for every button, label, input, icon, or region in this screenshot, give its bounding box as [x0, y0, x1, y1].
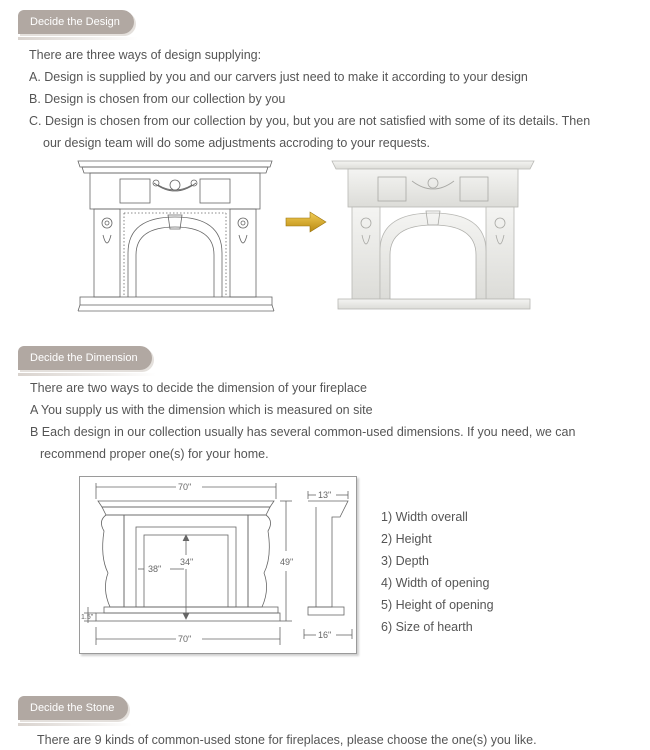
label-depth-top: 13" — [318, 490, 332, 500]
label-opening-width: 38" — [148, 564, 162, 574]
legend-item: 3) Depth — [381, 554, 429, 568]
section-heading-design — [18, 10, 134, 34]
design-option-c: C. Design is chosen from our collection by you, but you are not satisfied with some of its details. Then — [29, 114, 591, 128]
legend-item: 1) Width overall — [381, 510, 468, 524]
label-overall-height: 49" — [280, 557, 294, 567]
section-heading-stone-text: Decide the Stone — [30, 702, 115, 714]
label-width-bottom: 70" — [178, 634, 192, 644]
dimension-option-a: A You supply us with the dimension which is measured on site — [30, 403, 373, 417]
legend-item: 4) Width of opening — [381, 576, 490, 590]
right-arrow-icon — [284, 210, 328, 234]
design-intro: There are three ways of design supplying: — [29, 48, 262, 62]
marble-fireplace-render — [330, 155, 536, 315]
design-option-c-continued: our design team will do some adjustments accroding to your requests. — [43, 136, 430, 150]
section-heading-stone — [18, 696, 128, 720]
dimension-option-b: B Each design in our collection usually has several common-used dimensions. If you need, we can — [30, 425, 576, 439]
section-heading-design-text: Decide the Design — [30, 16, 120, 28]
stone-intro: There are 9 kinds of common-used stone for fireplaces, please choose the one(s) you like. — [37, 733, 537, 747]
label-hearth-depth: 16" — [318, 630, 332, 640]
design-option-b: B. Design is chosen from our collection by you — [29, 92, 286, 106]
label-hearth-height: 1.5" — [81, 614, 94, 621]
design-option-a: A. Design is supplied by you and our carvers just need to make it according to your design — [29, 70, 528, 84]
dimension-diagram — [79, 476, 357, 654]
section-heading-dimension-text: Decide the Dimension — [30, 352, 138, 364]
dimension-option-b-continued: recommend proper one(s) for your home. — [40, 447, 269, 461]
legend-item: 2) Height — [381, 532, 432, 546]
dimension-intro: There are two ways to decide the dimension of your fireplace — [30, 381, 367, 395]
legend-item: 5) Height of opening — [381, 598, 494, 612]
label-width-top: 70" — [178, 482, 192, 492]
fireplace-line-drawing — [76, 155, 276, 315]
section-heading-dimension — [18, 346, 152, 370]
label-opening-height: 34" — [180, 557, 194, 567]
legend-item: 6) Size of hearth — [381, 620, 473, 634]
